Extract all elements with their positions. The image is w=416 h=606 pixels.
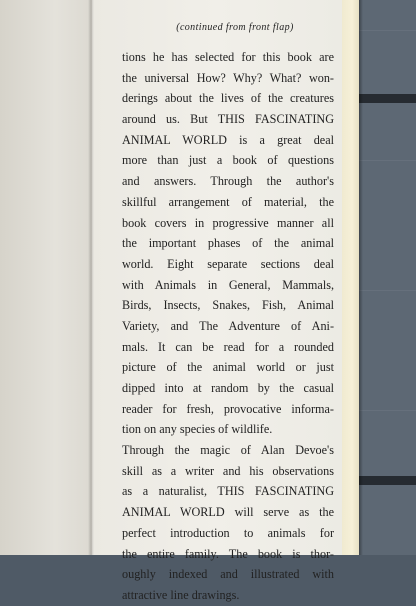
body-line: and answers. Through the author's [122, 174, 334, 189]
edge-shadow [359, 0, 363, 555]
body-line: derings about the lives of the creatures [122, 91, 334, 106]
body-line: picture of the animal world or just [122, 360, 334, 375]
body-line: Variety, and The Adventure of Ani- [122, 318, 334, 333]
body-line: more than just a book of questions [122, 153, 334, 168]
body-line: as a naturalist, THIS FASCINATING [122, 484, 334, 499]
body-line: dipped into at random by the casual [122, 381, 334, 395]
body-line: around us. But THIS FASCINATING [122, 112, 334, 127]
body-line: ANIMAL WORLD is a great deal [122, 132, 334, 147]
flap-text-block [122, 22, 334, 606]
body-line: with Animals in General, Mammals, [122, 277, 334, 292]
body-line: oughly indexed and illustrated with [122, 567, 334, 582]
fold-shadow [88, 0, 94, 555]
body-line: Birds, Insects, Snakes, Fish, Animal [122, 298, 334, 313]
body-line: tions he has selected for this book are [122, 50, 334, 64]
body-line: attractive line drawings. [122, 587, 240, 602]
body-line: the important phases of the animal [122, 236, 334, 251]
body-line: reader for fresh, provocative informa- [122, 401, 334, 416]
body-line: mals. It can be read for a rounded [122, 339, 334, 354]
body-line: Through the magic of Alan Devoe's [122, 443, 334, 458]
body-line: world. Eight separate sections deal [122, 256, 334, 271]
body-line: the universal How? Why? What? won- [122, 70, 334, 85]
flap-body-text [122, 47, 334, 606]
body-line: skillful arrangement of material, the [122, 194, 334, 209]
body-line: the entire family. The book is thor- [122, 546, 334, 561]
body-line: ANIMAL WORLD will serve as the [122, 505, 334, 520]
body-line: perfect introduction to animals for [122, 525, 334, 540]
body-line: skill as a writer and his observations [122, 463, 334, 478]
left-flap-page [0, 0, 92, 555]
jacket-edge-band [342, 0, 359, 555]
body-line: tion on any species of wildlife. [122, 422, 273, 437]
flap-header: (continued from front flap) [176, 22, 294, 33]
body-line: book covers in progressive manner all [122, 215, 334, 230]
